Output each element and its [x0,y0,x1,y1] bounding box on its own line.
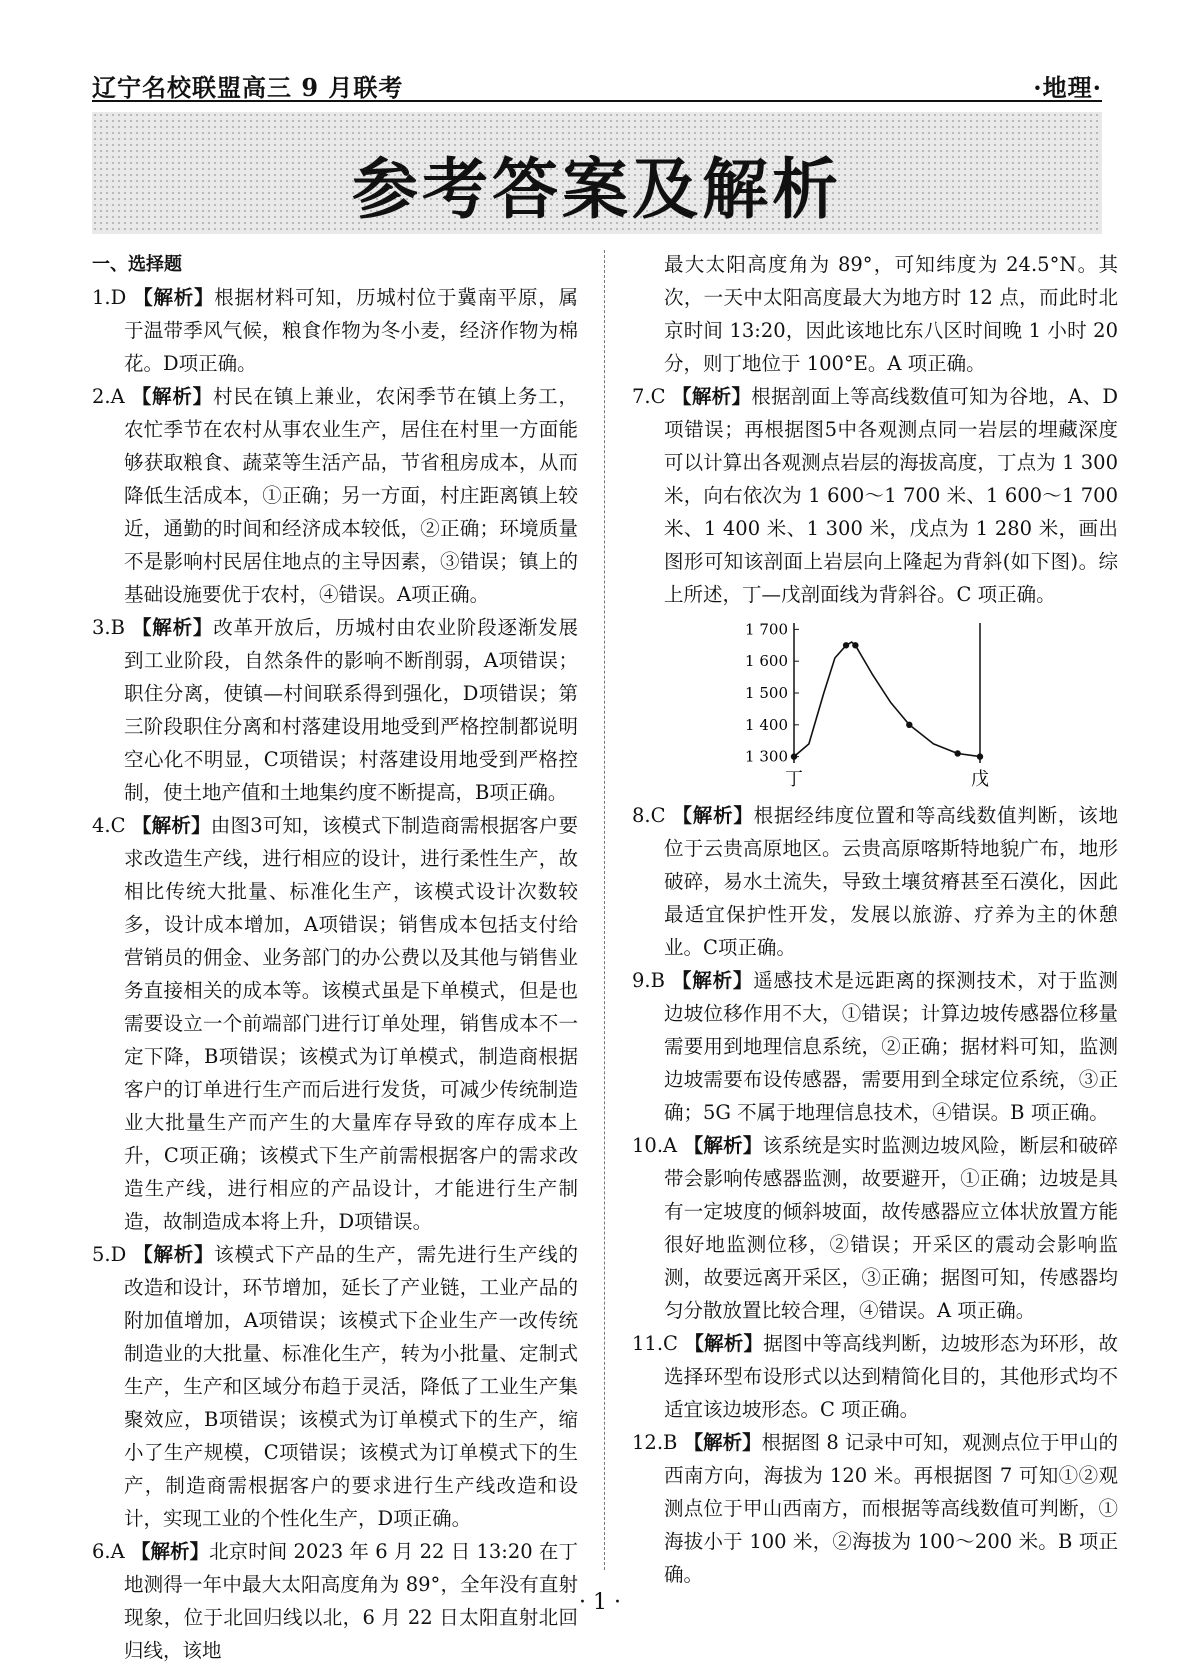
answer-number: 5.D [92,1243,127,1266]
answer-text: 该系统是实时监测边坡风险，断层和破碎带会影响传感器监测，故要避开，①正确；边坡是具有一定坡度的倾斜坡面，故传感器应立体状放置方能很好地监测位移，②错误；开采区的震动会影响监测，故要远离开采区，③正确；据图可知，传感器均匀分散放置比较合理，④错误。A 项正确。 [664,1134,1118,1322]
analysis-tag: 【解析】 [130,1540,210,1563]
observation-point [843,642,849,648]
answer-item [632,1327,1118,1426]
exam-title: 辽宁名校联盟高三 9 月联考 [92,73,404,102]
banner-title: 参考答案及解析 [352,151,842,228]
profile-chart [632,613,1118,793]
y-tick-label: 1 300 [745,747,788,766]
subject-label: ·地理· [1033,73,1102,102]
answer-number: 7.C [632,385,666,408]
title-banner [92,112,1102,234]
analysis-tag: 【解析】 [671,969,754,992]
answer-number: 10.A [632,1134,678,1157]
y-tick-label: 1 400 [745,715,788,734]
answer-text: 该模式下产品的生产，需先进行生产线的改造和设计，环节增加，延长了产业链，工业产品的附加值增加，A项错误；该模式下企业生产一改传统制造业的大批量、标准化生产，转为小批量、定制式生产，生产和区域分布趋于灵活，降低了工业生产集聚效应，B项错误；该模式为订单模式下的生产，缩小了生产规模，C项错误；该模式为订单模式下的生产，制造商需根据客户的要求进行生产线改造和设计，实现工业的个性化生产，D项正确。 [124,1243,578,1530]
answer-number: 2.A [92,385,125,408]
page-number: · 1 · [579,1590,621,1615]
answer-number: 8.C [632,804,666,827]
answer-text: 根据剖面上等高线数值可知为谷地，A、D项错误；再根据图5中各观测点同一岩层的埋藏深度可以计算出各观测点岩层的海拔高度，丁点为 1 300 米，向右依次为 1 600～1 700 米、1 600～1 700 米、1 400 米、1 300 米，戊点为 1 280 米，画出图形可知该剖面上岩层向上隆起为背斜(如下图)。综上所述，丁—戊剖面线为背斜谷。C 项正确。 [664,385,1119,606]
observation-point [977,753,983,759]
analysis-tag: 【解析】 [131,616,214,639]
answer-text: 村民在镇上兼业，农闲季节在镇上务工，农忙季节在农村从事农业生产，居住在村里一方面能够获取粮食、蔬菜等生活产品，节省租房成本，从而降低生活成本，①正确；另一方面，村庄距离镇上较近，通勤的时间和经济成本较低，②正确；环境质量不是影响村民居住地点的主导因素，③错误；镇上的基础设施要优于农村，④错误。A项正确。 [124,385,578,606]
answer-number: 9.B [632,969,665,992]
y-tick-label: 1 700 [745,620,788,639]
q6-continued: 最大太阳高度角为 89°，可知纬度为 24.5°N。其次，一天中太阳高度最大为地方时 12 点，而此时北京时间 13:20，因此该地比东八区时间晚 1 小时 20 分，则丁地位于 100°E。A 项正确。 [664,253,1118,375]
section-title: 一、选择题 [92,254,182,275]
answer-item [92,281,578,380]
analysis-tag: 【解析】 [672,385,752,408]
analysis-tag: 【解析】 [131,385,214,408]
answer-text: 根据材料可知，历城村位于冀南平原，属于温带季风气候，粮食作物为冬小麦，经济作物为棉花。D项正确。 [124,286,578,375]
analysis-tag: 【解析】 [683,1431,762,1454]
column-divider [604,250,605,1570]
answer-item [632,964,1118,1129]
answer-text: 根据图 8 记录中可知，观测点位于甲山的西南方向，海拔为 120 米。再根据图 7 可知①②观测点位于甲山西南方，而根据等高线数值可判断，①海拔小于 100 米，②海拔为 100～200 米。B 项正确。 [664,1431,1118,1586]
answer-number: 1.D [92,286,127,309]
answer-item [632,1129,1118,1327]
y-tick-label: 1 500 [745,684,788,702]
answer-item [92,1238,578,1535]
answer-text: 遥感技术是远距离的探测技术，对于监测边坡位移作用不大，①错误；计算边坡传感器位移量需要用到地理信息系统，②正确；据材料可知，监测边坡需要布设传感器，需要用到全球定位系统，③正确；5G 不属于地理信息技术，④错误。B 项正确。 [664,969,1118,1124]
x-label-end: 戊 [971,769,989,790]
answer-number: 4.C [92,814,126,837]
observation-point [954,750,960,756]
analysis-tag: 【解析】 [133,286,215,309]
answer-number: 12.B [632,1431,678,1454]
analysis-tag: 【解析】 [684,1332,764,1355]
right-column [632,248,1118,1591]
answer-list-left [92,281,578,1667]
left-column [92,248,578,1667]
observation-point [906,722,912,728]
analysis-tag: 【解析】 [683,1134,763,1157]
answer-item [632,799,1118,964]
x-label-start: 丁 [785,769,803,790]
answer-text: 改革开放后，历城村由农业阶段逐渐发展到工业阶段，自然条件的影响不断削弱，A项错误；职住分离，使镇—村间联系得到强化，D项错误；第三阶段职住分离和村落建设用地受到严格控制都说明空心化不明显，C项错误；村落建设用地受到严格控制，使土地产值和土地集约度不断提高，B项正确。 [124,616,578,804]
answer-item [632,1426,1118,1591]
rock-layer-curve [794,642,980,757]
answer-item [92,809,578,1238]
y-tick-label: 1 600 [745,652,788,671]
answer-text: 由图3可知，该模式下制造商需根据客户要求改造生产线，进行相应的设计，进行柔性生产，故相比传统大批量、标准化生产，该模式设计次数较多，设计成本增加，A项错误；销售成本包括支付给营销员的佣金、业务部门的办公费以及其他与销售业务直接相关的成本等。该模式虽是下单模式，但是也需要设立一个前端部门进行订单处理，销售成本不一定下降，B项错误；该模式为订单模式，制造商根据客户的订单进行生产而后进行发货，可减少传统制造业大批量生产而产生的大量库存导致的库存成本上升，C项正确；该模式下生产前需根据客户的需求改造生产线，进行相应的产品设计，才能进行生产制造，故制造成本将上升，D项错误。 [124,814,578,1233]
answer-item [92,611,578,809]
answer-number: 11.C [632,1332,678,1355]
answer-number: 3.B [92,616,125,639]
answer-text: 根据经纬度位置和等高线数值判断，该地位于云贵高原地区。云贵高原喀斯特地貌广布，地形破碎，易水土流失，导致土壤贫瘠甚至石漠化，因此最适宜保护性开发，发展以旅游、疗养为主的休憩业。C项正确。 [664,804,1118,959]
anticline-profile-svg [732,613,992,791]
analysis-tag: 【解析】 [131,814,211,837]
answer-text: 北京时间 2023 年 6 月 22 日 13:20 在丁地测得一年中最大太阳高度角为 89°，全年没有直射现象，位于北回归线以北，6 月 22 日太阳直射北回归线，该地 [124,1540,578,1662]
observation-point [852,642,858,648]
analysis-tag: 【解析】 [672,804,754,827]
answer-item [92,380,578,611]
analysis-tag: 【解析】 [133,1243,215,1266]
observation-point [791,753,797,759]
page-header [92,64,1102,102]
answer-item-7 [632,380,1118,611]
answer-text: 据图中等高线判断，边坡形态为环形，故选择环型布设形式以达到精简化目的，其他形式均不适宜该边坡形态。C 项正确。 [664,1332,1118,1421]
answer-number: 6.A [92,1540,125,1563]
answer-list-right [632,799,1118,1591]
